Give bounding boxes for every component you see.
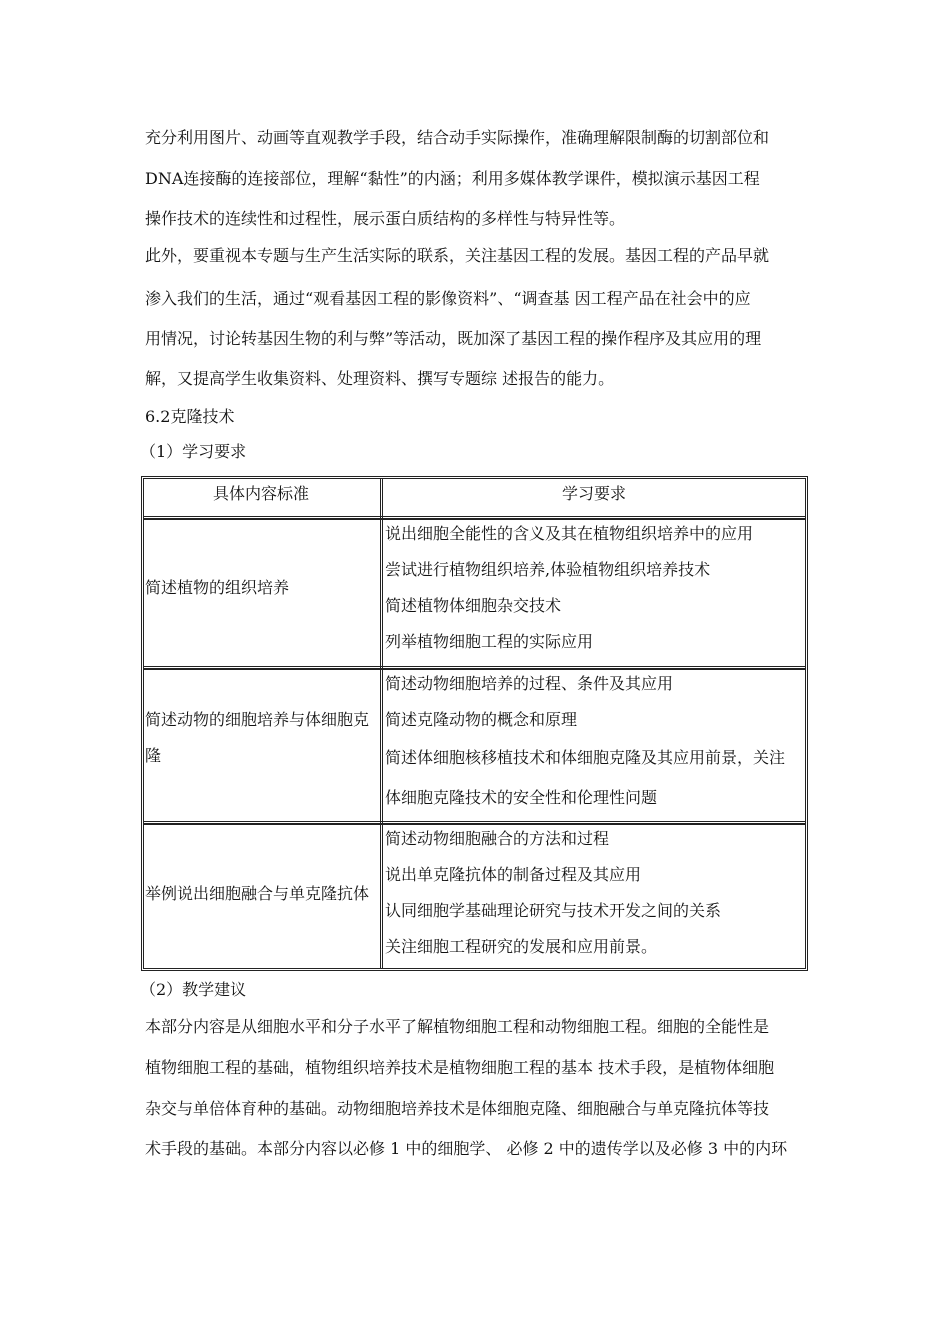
paragraph-line: 植物细胞工程的基础，植物组织培养技术是植物细胞工程的基本 技术手段，是植物体细胞 <box>145 1058 775 1077</box>
table-header: 学习要求 <box>562 484 627 503</box>
table-cell-requirement: 简述植物体细胞杂交技术 <box>385 596 562 615</box>
table-cell-requirement: 简述克隆动物的概念和原理 <box>385 710 578 729</box>
table-row-divider <box>144 821 805 825</box>
table-cell-content: 简述植物的组织培养 <box>145 578 290 597</box>
subsection-title: （2）教学建议 <box>140 980 247 999</box>
table-cell-content: 简述动物的细胞培养与体细胞克隆 <box>145 710 370 765</box>
paragraph-line: 操作技术的连续性和过程性，展示蛋白质结构的多样性与特异性等。 <box>145 209 626 228</box>
paragraph-line: 渗入我们的生活，通过“观看基因工程的影像资料”、“调查基 因工程产品在社会中的应 <box>145 289 751 308</box>
table-cell-content: 举例说出细胞融合与单克隆抗体 <box>145 884 370 903</box>
paragraph-line: 本部分内容是从细胞水平和分子水平了解植物细胞工程和动物细胞工程。细胞的全能性是 <box>145 1017 770 1036</box>
paragraph-line: 术手段的基础。本部分内容以必修 1 中的细胞学、 必修 2 中的遗传学以及必修 3 中的内环 <box>145 1139 788 1158</box>
table-cell-requirement: 说出细胞全能性的含义及其在植物组织培养中的应用 <box>385 524 754 543</box>
paragraph-line: 解，又提高学生收集资料、处理资料、撰写专题综 述报告的能力。 <box>145 369 615 388</box>
table-cell-requirement: 简述动物细胞融合的方法和过程 <box>385 829 610 848</box>
paragraph-line: 充分利用图片、动画等直观教学手段，结合动手实际操作，准确理解限制酶的切割部位和 <box>145 128 770 147</box>
table-cell-requirement: 说出单克隆抗体的制备过程及其应用 <box>385 865 642 884</box>
paragraph-line: DNA连接酶的连接部位，理解“黏性”的内涵；利用多媒体教学课件，模拟演示基因工程 <box>145 169 760 188</box>
paragraph-line: 杂交与单倍体育种的基础。动物细胞培养技术是体细胞克隆、细胞融合与单克隆抗体等技 <box>145 1099 770 1118</box>
table-cell-requirement: 关注细胞工程研究的发展和应用前景。 <box>385 937 658 956</box>
subsection-title: （1）学习要求 <box>140 442 247 461</box>
table-header: 具体内容标准 <box>213 484 310 503</box>
table-cell-requirement: 列举植物细胞工程的实际应用 <box>385 632 594 651</box>
table-row-divider <box>144 666 805 670</box>
table-cell-requirement: 体细胞克隆技术的安全性和伦理性问题 <box>385 788 658 807</box>
table-cell-requirement: 尝试进行植物组织培养,体验植物组织培养技术 <box>385 560 711 579</box>
section-title: 6.2克隆技术 <box>145 407 235 426</box>
table-cell-requirement: 简述动物细胞培养的过程、条件及其应用 <box>385 674 674 693</box>
paragraph-line: 用情况，讨论转基因生物的利与弊”等活动，既加深了基因工程的操作程序及其应用的理 <box>145 329 762 348</box>
paragraph-line: 此外，要重视本专题与生产生活实际的联系，关注基因工程的发展。基因工程的产品早就 <box>145 246 770 265</box>
table-cell-requirement: 简述体细胞核移植技术和体细胞克隆及其应用前景，关注 <box>385 748 786 767</box>
table-row-divider <box>144 516 805 520</box>
table-cell-requirement: 认同细胞学基础理论研究与技术开发之间的关系 <box>385 901 722 920</box>
